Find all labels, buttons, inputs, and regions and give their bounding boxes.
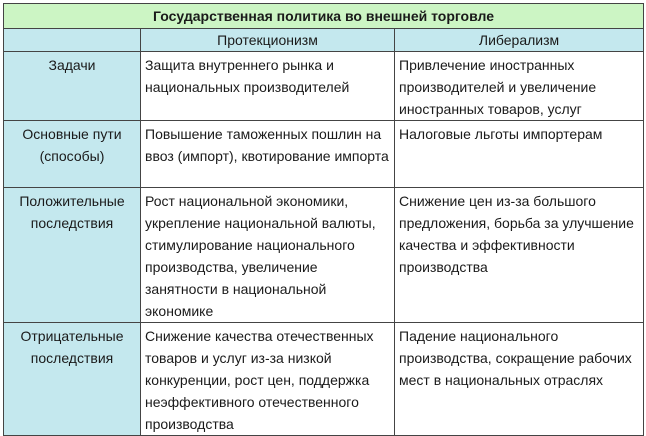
cell-protectionism-negative: Снижение качества отечественных товаров и услуг из-за низкой конкуренции, рост цен, поддержка неэффективного отечественного производства xyxy=(141,323,395,436)
row-header-tasks: Задачи xyxy=(4,52,141,121)
cell-liberalism-methods: Налоговые льготы импортерам xyxy=(395,121,644,188)
cell-liberalism-tasks: Привлечение иностранных производителей и увеличение иностранных товаров, услуг xyxy=(395,52,644,121)
trade-policy-table xyxy=(3,3,644,436)
row-header-negative: Отрицательные последствия xyxy=(4,323,141,436)
header-corner xyxy=(4,29,141,52)
policy-table-container xyxy=(3,3,644,436)
cell-protectionism-tasks: Защита внутреннего рынка и национальных производителей xyxy=(141,52,395,121)
row-header-positive: Положительные последствия xyxy=(4,188,141,323)
table-row xyxy=(4,188,644,323)
table-row xyxy=(4,323,644,436)
column-header-liberalism: Либерализм xyxy=(395,29,644,52)
cell-liberalism-positive: Снижение цен из-за большого предложения, борьба за улучшение качества и эффективности производства xyxy=(395,188,644,323)
table-title: Государственная политика во внешней торговле xyxy=(4,4,644,29)
column-header-protectionism: Протекционизм xyxy=(141,29,395,52)
row-header-methods: Основные пути (способы) xyxy=(4,121,141,188)
cell-liberalism-negative: Падение национального производства, сокращение рабочих мест в национальных отраслях xyxy=(395,323,644,436)
cell-protectionism-methods: Повышение таможенных пошлин на ввоз (импорт), квотирование импорта xyxy=(141,121,395,188)
table-row xyxy=(4,121,644,188)
cell-protectionism-positive: Рост национальной экономики, укрепление национальной валюты, стимулирование национального производства, увеличение занятности в национальной экономике xyxy=(141,188,395,323)
table-row xyxy=(4,52,644,121)
